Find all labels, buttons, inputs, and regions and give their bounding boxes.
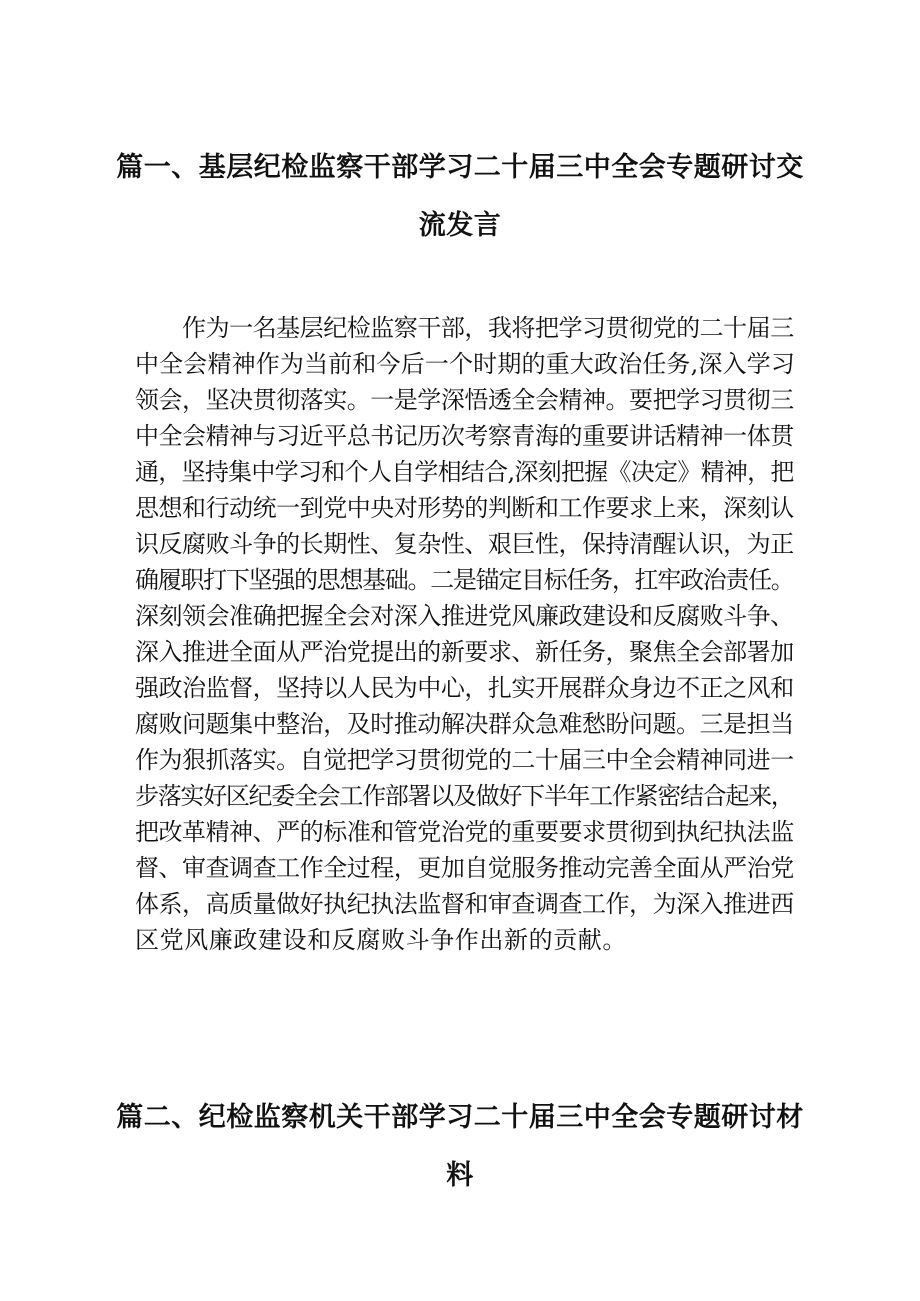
paragraph-line: 确履职打下坚强的思想基础。二是锚定目标任务，扛牢政治责任。 <box>135 566 794 594</box>
paragraph-line: 作为狠抓落实。自觉把学习贯彻党的二十届三中全会精神同进一 <box>135 746 794 774</box>
paragraph-line: 强政治监督，坚持以人民为中心，扎实开展群众身边不正之风和 <box>135 674 794 702</box>
paragraph-line: 体系，高质量做好执纪执法监督和审查调查工作，为深入推进西 <box>135 890 794 918</box>
paragraph-line: 作为一名基层纪检监察干部，我将把学习贯彻党的二十届三 <box>135 314 794 342</box>
paragraph-line: 深入推进全面从严治党提出的新要求、新任务，聚焦全会部署加 <box>135 638 794 666</box>
paragraph-line: 中全会精神与习近平总书记历次考察青海的重要讲话精神一体贯 <box>135 422 794 450</box>
paragraph-line: 步落实好区纪委全会工作部署以及做好下半年工作紧密结合起来， <box>135 782 794 810</box>
section1-title-line1: 篇一、基层纪检监察干部学习二十届三中全会专题研讨交 <box>116 152 804 183</box>
paragraph-line: 区党风廉政建设和反腐败斗争作出新的贡献。 <box>135 926 627 954</box>
section1-paragraph <box>135 310 795 958</box>
paragraph-line: 中全会精神作为当前和今后一个时期的重大政治任务,深入学习 <box>135 350 795 378</box>
paragraph-line: 督、审查调查工作全过程，更加自觉服务推动完善全面从严治党 <box>135 854 794 882</box>
paragraph-line: 把改革精神、严的标准和管党治党的重要要求贯彻到执纪执法监 <box>135 818 794 846</box>
paragraph-line: 通，坚持集中学习和个人自学相结合,深刻把握《决定》精神，把 <box>135 458 794 486</box>
section2-title-line1: 篇二、纪检监察机关干部学习二十届三中全会专题研讨材 <box>116 1102 804 1133</box>
section2-title-line2: 料 <box>446 1160 474 1191</box>
section1-title-line2: 流发言 <box>418 210 502 241</box>
paragraph-line: 识反腐败斗争的长期性、复杂性、艰巨性，保持清醒认识，为正 <box>135 530 794 558</box>
paragraph-line: 思想和行动统一到党中央对形势的判断和工作要求上来，深刻认 <box>135 494 794 522</box>
paragraph-line: 深刻领会准确把握全会对深入推进党风廉政建设和反腐败斗争、 <box>135 602 794 630</box>
paragraph-line: 腐败问题集中整治，及时推动解决群众急难愁盼问题。三是担当 <box>135 710 794 738</box>
paragraph-line: 领会，坚决贯彻落实。一是学深悟透全会精神。要把学习贯彻三 <box>135 386 794 414</box>
